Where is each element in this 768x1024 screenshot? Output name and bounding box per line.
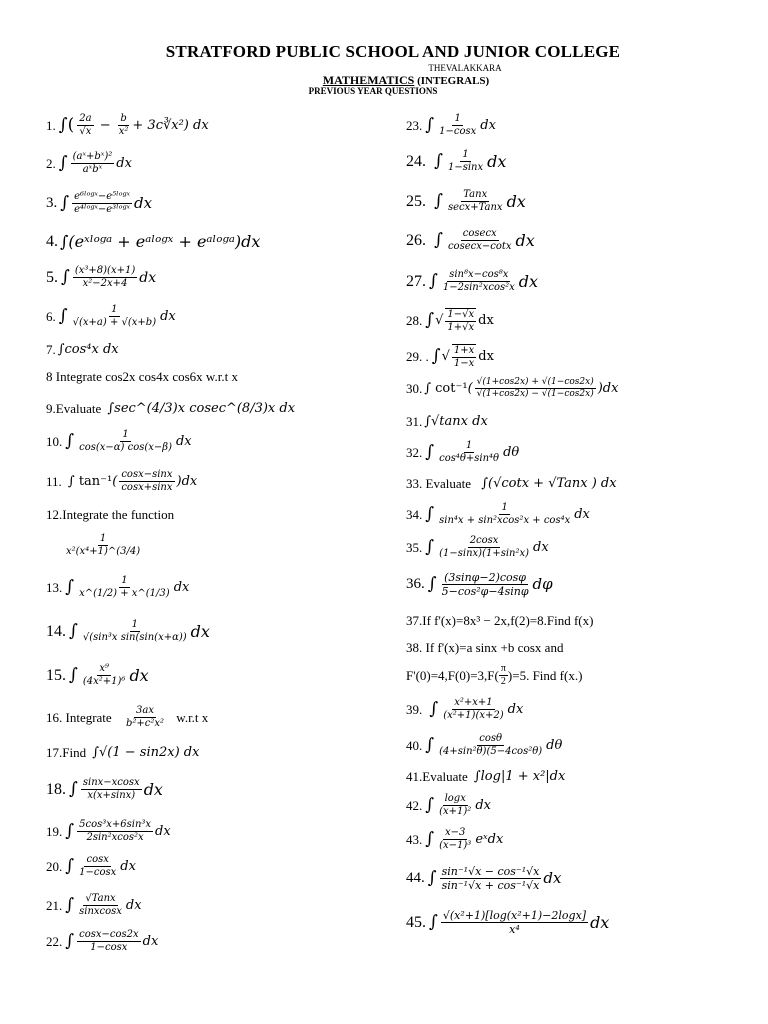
question-7: 7. ∫cos⁴x dx	[46, 342, 119, 357]
question-29: 29. . ∫ √ $\frac{1+x}{1-x}$ dx	[406, 345, 494, 369]
question-14: 14. ∫ $\frac{1}{\text{√(sin³x sin(sin(x+α))}}$ dx	[46, 619, 210, 643]
question-12-expression: $\frac{1}{\text{x²(x⁴+1)\textasciicircum{}(3/4)}}$	[66, 533, 141, 557]
question-20: 20. ∫ $\frac{\cos x}{1-\cos x}$ dx	[46, 854, 136, 878]
question-38: 38. If f'(x)=a sinx +b cosx and	[406, 640, 564, 655]
question-15: 15. ∫ $\frac{\text{x⁹}}{\text{(4x²+1)⁶}}$ dx	[46, 663, 149, 687]
question-41: 41.Evaluate ∫log|1 + x²|dx	[406, 769, 566, 784]
fraction: $\frac{b}{\text{x²}}$	[118, 113, 129, 137]
question-36: 36. ∫ $\frac{(3\sin\varphi-2)\cos\varphi}{\text{5−cos²φ−4sinφ}}$ dφ	[406, 571, 553, 598]
question-6: 6. ∫ $\frac{1}{√(x+a) + √(x+b)}$ dx	[46, 304, 176, 328]
question-30: 30. ∫ cot⁻¹ ( $\frac{√(1+\cos 2x) + √(1-\cos 2x)}{√(1+\cos 2x) - √(1-\cos 2x)}$ ) dx	[406, 377, 619, 399]
subject-name: MATHEMATICS	[322, 73, 415, 87]
question-33: 33. Evaluate ∫(√cotx + √Tanx ) dx	[406, 476, 617, 491]
question-8: 8 Integrate cos2x cos4x cos6x w.r.t x	[46, 369, 238, 384]
question-39: 39. ∫ $\frac{\text{x²+x+1}}{\text{(x²+1)(x+2)}}$ dx	[406, 697, 524, 721]
question-12: 12.Integrate the function	[46, 507, 175, 522]
question-37: 37.If f'(x)=8x³ − 2x,f(2)=8.Find f(x)	[406, 613, 594, 628]
question-19: 19. ∫ $\frac{\text{5cos³x+6sin³x}}{\text{2sin²xcos²x}}$ dx	[46, 819, 171, 843]
question-43: 43. ∫ $\frac{x-3}{\text{(x−1)³}}$ eˣdx	[406, 827, 504, 851]
question-1: 1. ∫( $\frac{2a}{√x}$ − $\frac{b}{\text{x²}}$ + 3c∛x²) dx	[46, 113, 209, 137]
question-38-conditions: F'(0)=4,F(0)=3,F( $\frac{\pi}{2}$ )=5. Find f(x.)	[406, 663, 583, 687]
question-44: 44. ∫ $\frac{\text{sin⁻¹√x − cos⁻¹√x}}{\text{sin⁻¹√x + cos⁻¹√x}}$ dx	[406, 865, 562, 892]
question-25: 25. ∫ $\frac{\text{Tanx}}{\text{secx+Tanx}}$ dx	[406, 189, 526, 213]
question-28: 28. ∫ √ $\frac{1-√x}{1+√x}$ dx	[406, 309, 494, 333]
question-32: 32. ∫ $\frac{1}{\text{cos⁴θ+sin⁴θ}}$ dθ	[406, 440, 520, 464]
question-16: 16. Integrate $\frac{3ax}{\text{b²+c²x²}}$ w.r.t x	[46, 705, 209, 729]
question-35: 35. ∫ $\frac{2\cos x}{\text{(1−sinx)(1+sin²x)}}$ dx	[406, 535, 549, 559]
question-18: 18. ∫ $\frac{\sin x-xcosx}{x(x+\sin x)}$ dx	[46, 777, 163, 801]
question-13: 13. ∫ $\frac{1}{x\^{}(1/2) + x\^{}(1/3)}$ dx	[46, 575, 190, 599]
question-22: 22. ∫ $\frac{\cos x-\cos 2x}{1-\cos x}$ dx	[46, 929, 159, 953]
question-3: 3. ∫ $\frac{\text{e⁶ˡᵒᵍˣ−e⁵ˡᵒᵍˣ}}{\text{e⁴ˡᵒᵍˣ−e³ˡᵒᵍˣ}}$ dx	[46, 191, 153, 215]
question-10: 10. ∫ $\frac{1}{\cos(x-\alpha) \cos(x-\beta)}$ dx	[46, 429, 192, 453]
question-5: 5. ∫ $\frac{\text{(x³+8)(x+1)}}{\text{x²−2x+4}}$ dx	[46, 265, 157, 289]
document-subtitle: PREVIOUS YEAR QUESTIONS	[308, 86, 438, 96]
fraction: $\frac{2a}{√x}$	[79, 113, 92, 137]
question-4: 4. ∫(eˣˡᵒᵍᵃ + eᵃˡᵒᵍˣ + eᵃˡᵒᵍᵃ)dx	[46, 232, 261, 251]
school-location: THEVALAKKARA	[428, 63, 502, 73]
question-42: 42. ∫ $\frac{\log x}{\text{(x+1)²}}$ dx	[406, 793, 491, 817]
school-name: STRATFORD PUBLIC SCHOOL AND JUNIOR COLLEGE	[165, 42, 621, 61]
question-27: 27. ∫ $\frac{\text{sin⁸x−cos⁸x}}{\text{1−2sin²xcos²x}}$ dx	[406, 269, 539, 293]
subject-topic: (INTEGRALS)	[417, 75, 490, 87]
question-34: 34. ∫ $\frac{1}{\text{sin⁴x + sin²xcos²x + cos⁴x}}$ dx	[406, 502, 590, 526]
question-31: 31. ∫√tanx dx	[406, 414, 488, 429]
question-9: 9.Evaluate ∫sec^(4/3)x cosec^(8/3)x dx	[46, 401, 296, 416]
question-24: 24. ∫ $\frac{1}{1-\sin x}$ dx	[406, 149, 507, 173]
question-45: 45. ∫ $\frac{\text{√(x²+1)[log(x²+1)−2logx]}}{\text{x⁴}}$ dx	[406, 909, 610, 936]
question-40: 40. ∫ $\frac{\cos\theta}{\text{(4+sin²θ)(5−4cos²θ)}}$ dθ	[406, 733, 563, 757]
question-26: 26. ∫ $\frac{cosecx}{cosecx-\cot x}$ dx	[406, 228, 535, 252]
question-2: 2. ∫ $\frac{\text{(aˣ+bˣ)²}}{\text{aˣbˣ}}$ dx	[46, 151, 132, 175]
question-17: 17.Find ∫√(1 − sin2x) dx	[46, 745, 200, 760]
question-21: 21. ∫ $\frac{\text{√Tanx}}{\text{sinxcosx}}$ dx	[46, 893, 142, 917]
question-11: 11. ∫ tan⁻¹ ( $\frac{\cos x-\sin x}{\cos x+\sin x}$ ) dx	[46, 469, 198, 493]
question-23: 23. ∫ $\frac{1}{1-\cos x}$ dx	[406, 113, 496, 137]
